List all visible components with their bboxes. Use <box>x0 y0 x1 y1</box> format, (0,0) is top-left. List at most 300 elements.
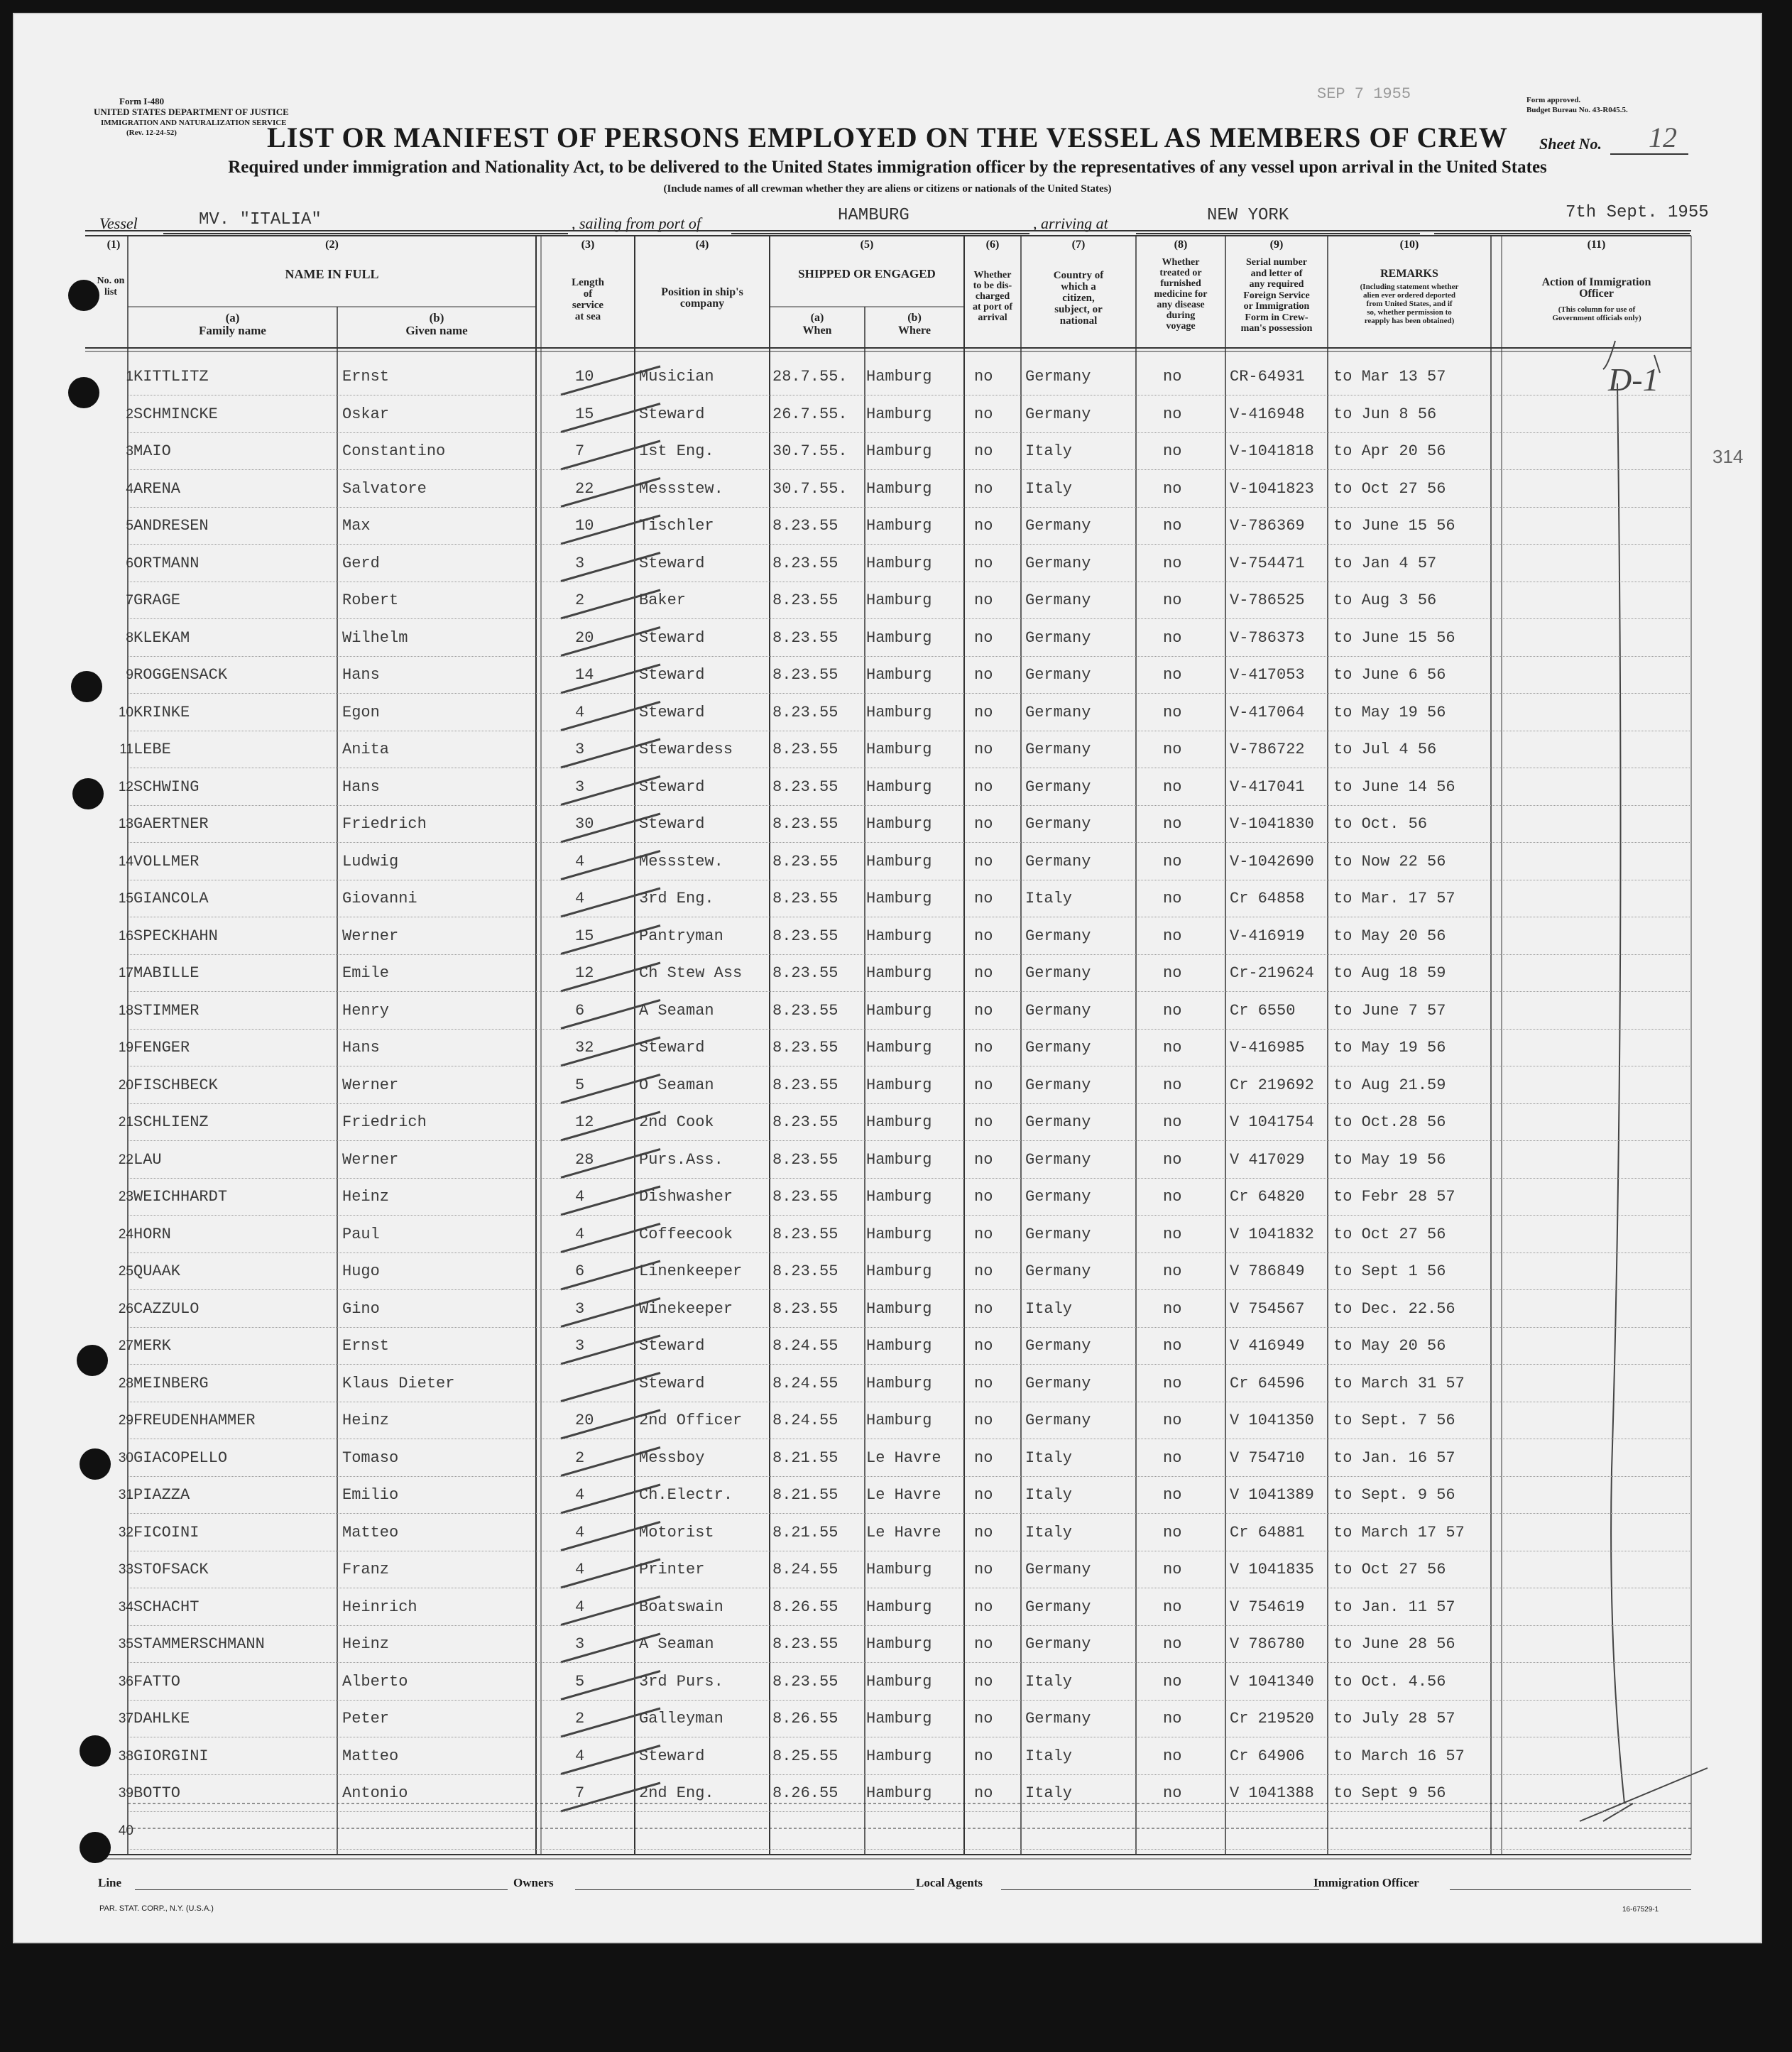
where-cell: Hamburg <box>866 368 932 386</box>
line-number: 17 <box>118 966 133 981</box>
length-cell: 7 <box>575 442 585 460</box>
col-shipped-header: SHIPPED OR ENGAGED <box>798 267 936 280</box>
given-name-cell: Emile <box>342 964 390 982</box>
country-cell: Germany <box>1025 1598 1091 1616</box>
given-name-cell: Hans <box>342 1039 380 1057</box>
where-cell: Hamburg <box>866 703 932 721</box>
when-cell: 8.23.55 <box>772 1635 838 1653</box>
footer-line-label: Line <box>98 1876 122 1889</box>
position-cell: 2nd Eng. <box>639 1784 714 1802</box>
medicine-cell: no <box>1163 1523 1182 1541</box>
medicine-cell: no <box>1163 1598 1182 1616</box>
row-separator <box>128 991 1691 992</box>
where-cell: Hamburg <box>866 927 932 945</box>
given-name-cell: Heinz <box>342 1188 390 1206</box>
discharge-cell: no <box>974 1710 993 1728</box>
serial-cell: V-1041830 <box>1230 815 1314 833</box>
row-separator <box>128 954 1691 955</box>
family-name-cell: LAU <box>133 1150 162 1169</box>
country-cell: Germany <box>1025 1710 1091 1728</box>
table-row <box>14 1556 1761 1593</box>
discharge-cell: no <box>974 964 993 982</box>
family-name-cell: FICOINI <box>133 1523 200 1541</box>
position-cell: Steward <box>639 1337 705 1355</box>
family-name-cell: LEBE <box>133 741 171 758</box>
country-cell: Germany <box>1025 517 1091 535</box>
medicine-cell: no <box>1163 1635 1182 1653</box>
given-name-cell: Ernst <box>342 368 390 386</box>
family-name-cell: SCHWING <box>133 777 200 796</box>
col-length-header: Length of service at sea <box>572 277 604 322</box>
medicine-cell: no <box>1163 1561 1182 1578</box>
form-number: Form I-480 <box>119 96 165 107</box>
where-cell: Hamburg <box>866 852 932 871</box>
family-name-cell: FATTO <box>133 1672 181 1691</box>
country-cell: Germany <box>1025 1374 1091 1392</box>
length-cell: 30 <box>575 815 594 833</box>
medicine-cell: no <box>1163 1784 1182 1802</box>
discharge-cell: no <box>974 777 993 796</box>
length-cell: 6 <box>575 1001 585 1020</box>
col-serial-header: Serial number and letter of any required Foreign Service or Immigration Form in Crew- man's possession <box>1240 257 1313 334</box>
table-row <box>14 1519 1761 1556</box>
position-cell: Tischler <box>639 517 714 535</box>
family-name-cell: PIAZZA <box>133 1486 190 1504</box>
medicine-cell: no <box>1163 1039 1182 1057</box>
discharge-cell: no <box>974 1598 993 1616</box>
officer-mark: D-1 <box>1608 361 1659 398</box>
where-cell: Hamburg <box>866 815 932 833</box>
medicine-cell: no <box>1163 1448 1182 1467</box>
remarks-cell: to Jan 4 57 <box>1333 554 1437 572</box>
remarks-cell: to Oct 27 56 <box>1333 479 1446 498</box>
where-cell: Hamburg <box>866 964 932 982</box>
medicine-cell: no <box>1163 368 1182 386</box>
table-row <box>14 550 1761 587</box>
country-cell: Italy <box>1025 1747 1073 1765</box>
line-number: 7 <box>126 593 133 608</box>
country-cell: Germany <box>1025 1113 1091 1131</box>
discharge-cell: no <box>974 591 993 609</box>
line-number: 40 <box>118 1823 133 1838</box>
position-cell: Ch Stew Ass <box>639 964 743 982</box>
serial-cell: V 1041388 <box>1230 1784 1314 1802</box>
length-cell: 4 <box>575 1747 585 1765</box>
serial-cell: Cr 219692 <box>1230 1076 1314 1094</box>
line-number: 6 <box>126 555 133 571</box>
line-number: 22 <box>118 1152 133 1167</box>
length-cell: 20 <box>575 628 594 647</box>
table-row <box>14 1743 1761 1780</box>
where-cell: Hamburg <box>866 1598 932 1616</box>
department-label: UNITED STATES DEPARTMENT OF JUSTICE <box>94 107 289 117</box>
table-row <box>14 1221 1761 1258</box>
page-title: LIST OR MANIFEST OF PERSONS EMPLOYED ON THE VESSEL AS MEMBERS OF CREW <box>267 121 1508 153</box>
given-name-cell: Anita <box>342 741 390 758</box>
discharge-cell: no <box>974 1523 993 1541</box>
medicine-cell: no <box>1163 927 1182 945</box>
family-name-cell: MEINBERG <box>133 1374 209 1392</box>
country-cell: Germany <box>1025 927 1091 945</box>
printer-credit: PAR. STAT. CORP., N.Y. (U.S.A.) <box>99 1904 214 1913</box>
position-cell: Baker <box>639 591 687 609</box>
where-cell: Hamburg <box>866 1337 932 1355</box>
family-name-cell: CAZZULO <box>133 1299 200 1318</box>
given-name-cell: Heinz <box>342 1635 390 1653</box>
discharge-cell: no <box>974 1039 993 1057</box>
line-number: 36 <box>118 1674 133 1689</box>
row-separator <box>128 1476 1691 1477</box>
serial-cell: V 754567 <box>1230 1299 1305 1318</box>
table-row <box>14 1631 1761 1668</box>
line-number: 20 <box>118 1077 133 1093</box>
line-number: 4 <box>126 481 133 496</box>
position-cell: Winekeeper <box>639 1299 733 1318</box>
discharge-cell: no <box>974 1486 993 1504</box>
remarks-cell: to Aug 18 59 <box>1333 964 1446 982</box>
discharge-cell: no <box>974 1262 993 1280</box>
col-action-header: Action of Immigration Officer <box>1541 276 1651 300</box>
line-number: 37 <box>118 1711 133 1726</box>
discharge-cell: no <box>974 815 993 833</box>
where-cell: Hamburg <box>866 1784 932 1802</box>
line-number: 30 <box>118 1450 133 1466</box>
country-cell: Italy <box>1025 1672 1073 1691</box>
position-cell: Motorist <box>639 1523 714 1541</box>
row-separator <box>128 1849 1691 1850</box>
medicine-cell: no <box>1163 666 1182 684</box>
length-cell: 3 <box>575 741 585 758</box>
given-name-cell: Max <box>342 517 371 535</box>
where-cell: Hamburg <box>866 1188 932 1206</box>
line-number: 11 <box>119 742 133 757</box>
length-cell: 6 <box>575 1262 585 1280</box>
when-cell: 8.21.55 <box>772 1448 838 1467</box>
family-name-cell: MABILLE <box>133 964 200 982</box>
family-name-cell: STIMMER <box>133 1001 200 1020</box>
print-code: 16-67529-1 <box>1622 1906 1659 1914</box>
when-cell: 8.23.55 <box>772 1076 838 1094</box>
table-row <box>14 736 1761 773</box>
col-line-header: No. on list <box>97 275 125 298</box>
where-cell: Hamburg <box>866 1113 932 1131</box>
given-name-cell: Henry <box>342 1001 390 1020</box>
length-cell: 3 <box>575 1299 585 1318</box>
when-cell: 8.23.55 <box>772 628 838 647</box>
country-cell: Germany <box>1025 628 1091 647</box>
position-cell: Steward <box>639 777 705 796</box>
remarks-cell: to Aug 3 56 <box>1333 591 1437 609</box>
given-name-cell: Egon <box>342 703 380 721</box>
given-name-cell: Hugo <box>342 1262 380 1280</box>
table-row <box>14 476 1761 513</box>
row-separator <box>128 1029 1691 1030</box>
position-cell: Dishwasher <box>639 1188 733 1206</box>
given-name-cell: Werner <box>342 1150 399 1169</box>
country-cell: Germany <box>1025 1262 1091 1280</box>
when-cell: 8.26.55 <box>772 1784 838 1802</box>
remarks-cell: to Jan. 16 57 <box>1333 1448 1455 1467</box>
medicine-cell: no <box>1163 1412 1182 1429</box>
col-position-header: Position in ship's company <box>661 286 743 310</box>
binder-hole <box>71 671 102 702</box>
discharge-cell: no <box>974 852 993 871</box>
where-cell: Hamburg <box>866 1710 932 1728</box>
position-cell: Steward <box>639 554 705 572</box>
when-cell: 8.24.55 <box>772 1337 838 1355</box>
medicine-cell: no <box>1163 405 1182 423</box>
length-cell: 3 <box>575 1635 585 1653</box>
table-row <box>14 774 1761 811</box>
where-cell: Hamburg <box>866 666 932 684</box>
footer-owners-label: Owners <box>513 1876 554 1889</box>
when-cell: 8.23.55 <box>772 1672 838 1691</box>
country-cell: Italy <box>1025 1523 1073 1541</box>
col-family-name: Family name <box>199 324 266 337</box>
manifest-sheet: Form I-480 UNITED STATES DEPARTMENT OF JUSTICE IMMIGRATION AND NATURALIZATION SERVICE (Rev. 12-24-52) Form approved. Budget Bureau No. 43-R045.5. SEP 7 1955 Sheet No. 12 LIST OR MANIFEST OF PERSONS EMPLOYED ON THE VESSEL AS MEMBERS OF CREW Required under immigration and Nationality Act, to be delivered to the United States immigration officer by the representatives of any vessel upon arrival in the United States (Include names of all crewman whether they are aliens or citizens or nationals of the United States) Vessel MV. "ITALIA" , sailing from port of HAMBURG , arriving at NEW YORK 7th Sept. 1955 (1) (2) (3) (4) (5) (6) (7) (8) (9) (10) (11) No. on list NAME IN FULL (a) Family name (b) Given name Length of service at sea Position in ship's company SHIPPED OR ENGAGED (a) When (b) Where Whether to be dis- charged at port of arrival Country of which a citizen, subject, or national Whether treated or furnished medicine for any disease during voyage Serial number and letter of any required Foreign Service or Immigration Form in Crew- man's possession REMARKS (Including statement whether alien ever ordered deported from United States, and if so, whether permission to reapply has been obtained) Action of Immigration Officer (This column for use of Government officials only) 1 KITTLITZ Ernst 10 Musician 28.7.55. Hamburg no Germany no CR-64931 to Mar 13 57 2 SCHMINCKE Oskar 15 Steward 26.7.55. Hamburg no Germany no V-416948 to Jun 8 56 3 MAIO Constantino 7 1st Eng. 30.7.55. Hamburg no Italy no V-1041818 to Apr 20 56 4 ARENA Salvatore 22 Messstew. 30.7.55. Hamburg no Italy no V-1041823 to Oct 27 56 5 ANDRESEN Max 10 Tischler 8.23.55 Hamburg no Germany no V-786369 to June 15 56 6 ORTMANN Gerd 3 Steward 8.23.55 Hamburg no Germany no V-754471 to Jan 4 57 7 GRAGE Robert 2 Baker 8.23.55 Hamburg no Germany no V-786525 to Aug 3 56 8 KLEKAM Wilhelm 20 Steward 8.23.55 Hamburg no Germany no V-786373 to June 15 56 9 ROGGENSACK Hans 14 Steward 8.23.55 Hamburg no Germany no V-417053 to June 6 56 10 KRINKE Egon 4 Steward 8.23.55 Hamburg no Germany no V-417064 to May 19 56 11 LEBE Anita 3 Stewardess 8.23.55 Hamburg no Germany no V-786722 to Jul 4 56 12 SCHWING Hans 3 Steward 8.23.55 Hamburg no Germany no V-417041 to June 14 56 13 GAERTNER Friedrich 30 Steward 8.23.55 Hamburg no Germany no V-1041830 to Oct. 56 14 VOLLMER Ludwig 4 Messstew. 8.23.55 Hamburg no Germany no V-1042690 to Now 22 56 15 GIANCOLA Giovanni 4 3rd Eng. 8.23.55 Hamburg no Italy no Cr 64858 to Mar. 17 57 16 SPECKHAHN Werner 15 Pantryman 8.23.55 Hamburg no Germany no V-416919 to May 20 56 17 MABILLE Emile 12 Ch Stew Ass 8.23.55 Hamburg no Germany no Cr-219624 to Aug 18 59 18 STIMMER Henry 6 A Seaman 8.23.55 Hamburg no Germany no Cr 6550 to June 7 57 19 FENGER Hans 32 Steward 8.23.55 Hamburg no Germany no V-416985 to May 19 56 20 FISCHBECK Werner 5 O Seaman 8.23.55 Hamburg no Germany no Cr 219692 to Aug 21.59 21 SCHLIENZ Friedrich 12 2nd Cook 8.23.55 Hamburg no Germany no V 1041754 to Oct.28 56 22 LAU Werner 28 Purs.Ass. 8.23.55 Hamburg no Germany no V 417029 to May 19 56 23 WEICHHARDT Heinz 4 Dishwasher 8.23.55 Hamburg no Germany no Cr 64820 to Febr 28 57 24 HORN Paul 4 Coffeecook 8.23.55 Hamburg no Germany no V 1041832 to Oct 27 56 25 QUAAK Hugo 6 Linenkeeper 8.23.55 Hamburg no Germany no V 786849 to Sept 1 56 26 CAZZULO Gino 3 Winekeeper 8.23.55 Hamburg no Italy no V 754567 to Dec. 22.56 27 MERK Ernst 3 Steward 8.24.55 Hamburg no Germany no V 416949 to May 20 56 28 MEINBERG Klaus Dieter Steward 8.24.55 Hamburg no Germany no Cr 64596 to March 31 57 29 FREUDENHAMMER Heinz 20 2nd Officer 8.24.55 Hamburg no Germany no V 1041350 to Sept. 7 56 30 GIACOPELLO Tomaso 2 Messboy 8.21.55 Le Havre no Italy no V 754710 to Jan. 16 57 31 PIAZZA Emilio 4 Ch.Electr. 8.21.55 Le Havre no Italy no V 1041389 to Sept. 9 56 32 FICOINI Matteo 4 Motorist 8.21.55 Le Havre no Italy no Cr 64881 to March 17 57 33 STOFSACK Franz 4 Printer 8.24.55 Hamburg no Germany no V 1041835 to Oct 27 56 34 SCHACHT Heinrich 4 Boatswain 8.26.55 Hamburg no Germany no V 754619 to Jan. 11 57 35 STAMMERSCHMANN Heinz 3 A Seaman 8.23.55 Hamburg no Germany no V 786780 to June 28 56 36 FATTO Alberto 5 3rd Purs. 8.23.55 Hamburg no Italy no V 1041340 to Oct. 4.56 37 DAHLKE Peter 2 Galleyman 8.26.55 Hamburg no Germany no Cr 219520 to July 28 57 38 GIORGINI Matteo 4 Steward 8.25.55 Hamburg no Italy no Cr 64906 to March 16 57 39 BOTTO Antonio 7 2nd Eng. 8.26.55 Hamburg no Italy no V 1041388 to Sept 9 56 40 D-1 314 Line Owners Local Agents Immigration Officer PAR. STAT. CORP., N.Y. (U.S.A.) 16-67529-1 <box>13 13 1762 1943</box>
table-row <box>14 1072 1761 1109</box>
table-row <box>14 1818 1761 1855</box>
remarks-cell: to May 19 56 <box>1333 703 1446 721</box>
form-approved: Form approved. <box>1526 96 1581 104</box>
line-number: 28 <box>118 1375 133 1391</box>
position-cell: Messboy <box>639 1448 705 1467</box>
col-where: Where <box>898 324 931 337</box>
when-cell: 8.23.55 <box>772 741 838 758</box>
arriving-port: NEW YORK <box>1207 206 1289 225</box>
serial-cell: V-1041818 <box>1230 442 1314 460</box>
line-number: 8 <box>126 630 133 645</box>
country-cell: Germany <box>1025 1225 1091 1243</box>
where-cell: Hamburg <box>866 1299 932 1318</box>
where-cell: Hamburg <box>866 628 932 647</box>
where-cell: Le Havre <box>866 1448 941 1467</box>
when-cell: 8.23.55 <box>772 554 838 572</box>
given-name-cell: Werner <box>342 1076 399 1094</box>
when-cell: 8.26.55 <box>772 1710 838 1728</box>
when-cell: 8.23.55 <box>772 890 838 907</box>
medicine-cell: no <box>1163 1337 1182 1355</box>
medicine-cell: no <box>1163 517 1182 535</box>
family-name-cell: MAIO <box>133 442 171 460</box>
position-cell: Printer <box>639 1561 705 1578</box>
family-name-cell: GIORGINI <box>133 1747 209 1765</box>
line-number: 29 <box>118 1413 133 1428</box>
given-name-cell: Friedrich <box>342 1113 427 1131</box>
family-name-cell: BOTTO <box>133 1784 181 1802</box>
where-cell: Hamburg <box>866 741 932 758</box>
discharge-cell: no <box>974 1337 993 1355</box>
table-row <box>14 587 1761 624</box>
given-name-cell: Ludwig <box>342 852 399 871</box>
table-row <box>14 1780 1761 1817</box>
serial-cell: V-786525 <box>1230 591 1305 609</box>
where-cell: Hamburg <box>866 591 932 609</box>
where-cell: Hamburg <box>866 1039 932 1057</box>
where-cell: Hamburg <box>866 1747 932 1765</box>
col-remarks-header: REMARKS <box>1380 268 1438 280</box>
remarks-cell: to Sept. 7 56 <box>1333 1412 1455 1429</box>
when-cell: 8.23.55 <box>772 1150 838 1169</box>
remarks-cell: to June 6 56 <box>1333 666 1446 684</box>
given-name-cell: Emilio <box>342 1486 399 1504</box>
discharge-cell: no <box>974 368 993 386</box>
medicine-cell: no <box>1163 1076 1182 1094</box>
given-name-cell: Tomaso <box>342 1448 399 1467</box>
medicine-cell: no <box>1163 852 1182 871</box>
col-medicine-header: Whether treated or furnished medicine for any disease during voyage <box>1154 257 1208 332</box>
row-separator <box>128 1215 1691 1216</box>
given-name-cell: Gino <box>342 1299 380 1318</box>
line-number: 18 <box>118 1003 133 1018</box>
discharge-cell: no <box>974 1113 993 1131</box>
where-cell: Hamburg <box>866 1561 932 1578</box>
line-number: 35 <box>118 1637 133 1652</box>
row-separator <box>128 544 1691 545</box>
serial-cell: V 416949 <box>1230 1337 1305 1355</box>
line-number: 2 <box>126 406 133 422</box>
where-cell: Hamburg <box>866 442 932 460</box>
medicine-cell: no <box>1163 1374 1182 1392</box>
serial-cell: V 786849 <box>1230 1262 1305 1280</box>
line-number: 13 <box>118 817 133 831</box>
remarks-cell: to Sept. 9 56 <box>1333 1486 1455 1504</box>
given-name-cell: Constantino <box>342 442 446 460</box>
given-name-cell: Hans <box>342 666 380 684</box>
country-cell: Italy <box>1025 442 1073 460</box>
country-cell: Germany <box>1025 1337 1091 1355</box>
length-cell: 15 <box>575 927 594 945</box>
table-row <box>14 625 1761 662</box>
table-row <box>14 699 1761 736</box>
serial-cell: Cr 6550 <box>1230 1001 1296 1020</box>
when-cell: 8.23.55 <box>772 1262 838 1280</box>
remarks-cell: to Oct. 56 <box>1333 815 1428 833</box>
family-name-cell: GIANCOLA <box>133 890 209 907</box>
line-number: 24 <box>118 1226 133 1242</box>
row-separator <box>128 693 1691 694</box>
discharge-cell: no <box>974 890 993 907</box>
length-cell: 32 <box>575 1039 594 1057</box>
position-cell: 2nd Cook <box>639 1113 714 1131</box>
remarks-cell: to June 28 56 <box>1333 1635 1455 1653</box>
family-name-cell: SCHMINCKE <box>133 405 218 423</box>
country-cell: Germany <box>1025 1076 1091 1094</box>
position-cell: 2nd Officer <box>639 1412 743 1429</box>
table-row <box>14 811 1761 848</box>
when-cell: 30.7.55. <box>772 479 848 498</box>
serial-cell: V 1041340 <box>1230 1672 1314 1691</box>
length-cell: 4 <box>575 1188 585 1206</box>
country-cell: Germany <box>1025 1412 1091 1429</box>
country-cell: Germany <box>1025 1039 1091 1057</box>
line-number: 25 <box>118 1264 133 1279</box>
when-cell: 8.23.55 <box>772 1225 838 1243</box>
country-cell: Germany <box>1025 703 1091 721</box>
family-name-cell: ROGGENSACK <box>133 666 228 684</box>
medicine-cell: no <box>1163 1001 1182 1020</box>
when-cell: 8.25.55 <box>772 1747 838 1765</box>
col-discharged-header: Whether to be dis- charged at port of arrival <box>973 270 1012 323</box>
where-cell: Hamburg <box>866 517 932 535</box>
remarks-cell: to March 16 57 <box>1333 1747 1465 1765</box>
page-subtitle: Required under immigration and Nationality Act, to be delivered to the United States immigration officer by the representatives of any vessel upon arrival in the United States <box>228 158 1547 177</box>
table-row <box>14 364 1761 400</box>
length-cell: 5 <box>575 1076 585 1094</box>
when-cell: 8.23.55 <box>772 964 838 982</box>
serial-cell: V-417041 <box>1230 777 1305 796</box>
medicine-cell: no <box>1163 703 1182 721</box>
serial-cell: V 1041832 <box>1230 1225 1314 1243</box>
page-subnote: (Include names of all crewman whether they are aliens or citizens or nationals of the United States) <box>663 183 1112 195</box>
length-cell: 3 <box>575 554 585 572</box>
family-name-cell: FENGER <box>133 1039 190 1057</box>
family-name-cell: SPECKHAHN <box>133 927 218 945</box>
family-name-cell: STAMMERSCHMANN <box>133 1635 265 1653</box>
where-cell: Hamburg <box>866 1001 932 1020</box>
length-cell: 5 <box>575 1672 585 1691</box>
country-cell: Germany <box>1025 815 1091 833</box>
table-row <box>14 1482 1761 1519</box>
remarks-cell: to March 31 57 <box>1333 1374 1465 1392</box>
where-cell: Hamburg <box>866 1412 932 1429</box>
given-name-cell: Salvatore <box>342 479 427 498</box>
medicine-cell: no <box>1163 964 1182 982</box>
serial-cell: V 417029 <box>1230 1150 1305 1169</box>
family-name-cell: ANDRESEN <box>133 517 209 535</box>
remarks-cell: to May 19 56 <box>1333 1150 1446 1169</box>
length-cell: 4 <box>575 852 585 871</box>
serial-cell: Cr-219624 <box>1230 964 1314 982</box>
line-number: 23 <box>118 1189 133 1204</box>
remarks-cell: to May 20 56 <box>1333 1337 1446 1355</box>
discharge-cell: no <box>974 554 993 572</box>
position-cell: Steward <box>639 1747 705 1765</box>
medicine-cell: no <box>1163 777 1182 796</box>
table-row <box>14 1594 1761 1631</box>
discharge-cell: no <box>974 1001 993 1020</box>
line-number: 31 <box>118 1488 133 1502</box>
table-row <box>14 885 1761 922</box>
medicine-cell: no <box>1163 1150 1182 1169</box>
medicine-cell: no <box>1163 1486 1182 1504</box>
remarks-cell: to Oct.28 56 <box>1333 1113 1446 1131</box>
table-row <box>14 1109 1761 1146</box>
medicine-cell: no <box>1163 890 1182 907</box>
given-name-cell: Gerd <box>342 554 380 572</box>
discharge-cell: no <box>974 927 993 945</box>
remarks-cell: to Jul 4 56 <box>1333 741 1437 758</box>
medicine-cell: no <box>1163 1262 1182 1280</box>
binder-hole <box>77 1345 108 1376</box>
where-cell: Hamburg <box>866 1225 932 1243</box>
country-cell: Germany <box>1025 1561 1091 1578</box>
length-cell: 10 <box>575 517 594 535</box>
discharge-cell: no <box>974 1784 993 1802</box>
given-name-cell: Heinrich <box>342 1598 417 1616</box>
position-cell: Linenkeeper <box>639 1262 743 1280</box>
country-cell: Italy <box>1025 1448 1073 1467</box>
where-cell: Hamburg <box>866 479 932 498</box>
where-cell: Hamburg <box>866 1076 932 1094</box>
when-cell: 8.23.55 <box>772 1039 838 1057</box>
serial-cell: V 786780 <box>1230 1635 1305 1653</box>
line-number: 14 <box>118 853 133 869</box>
country-cell: Germany <box>1025 741 1091 758</box>
remarks-cell: to Jun 8 56 <box>1333 405 1437 423</box>
given-name-cell: Peter <box>342 1710 390 1728</box>
length-cell: 7 <box>575 1784 585 1802</box>
